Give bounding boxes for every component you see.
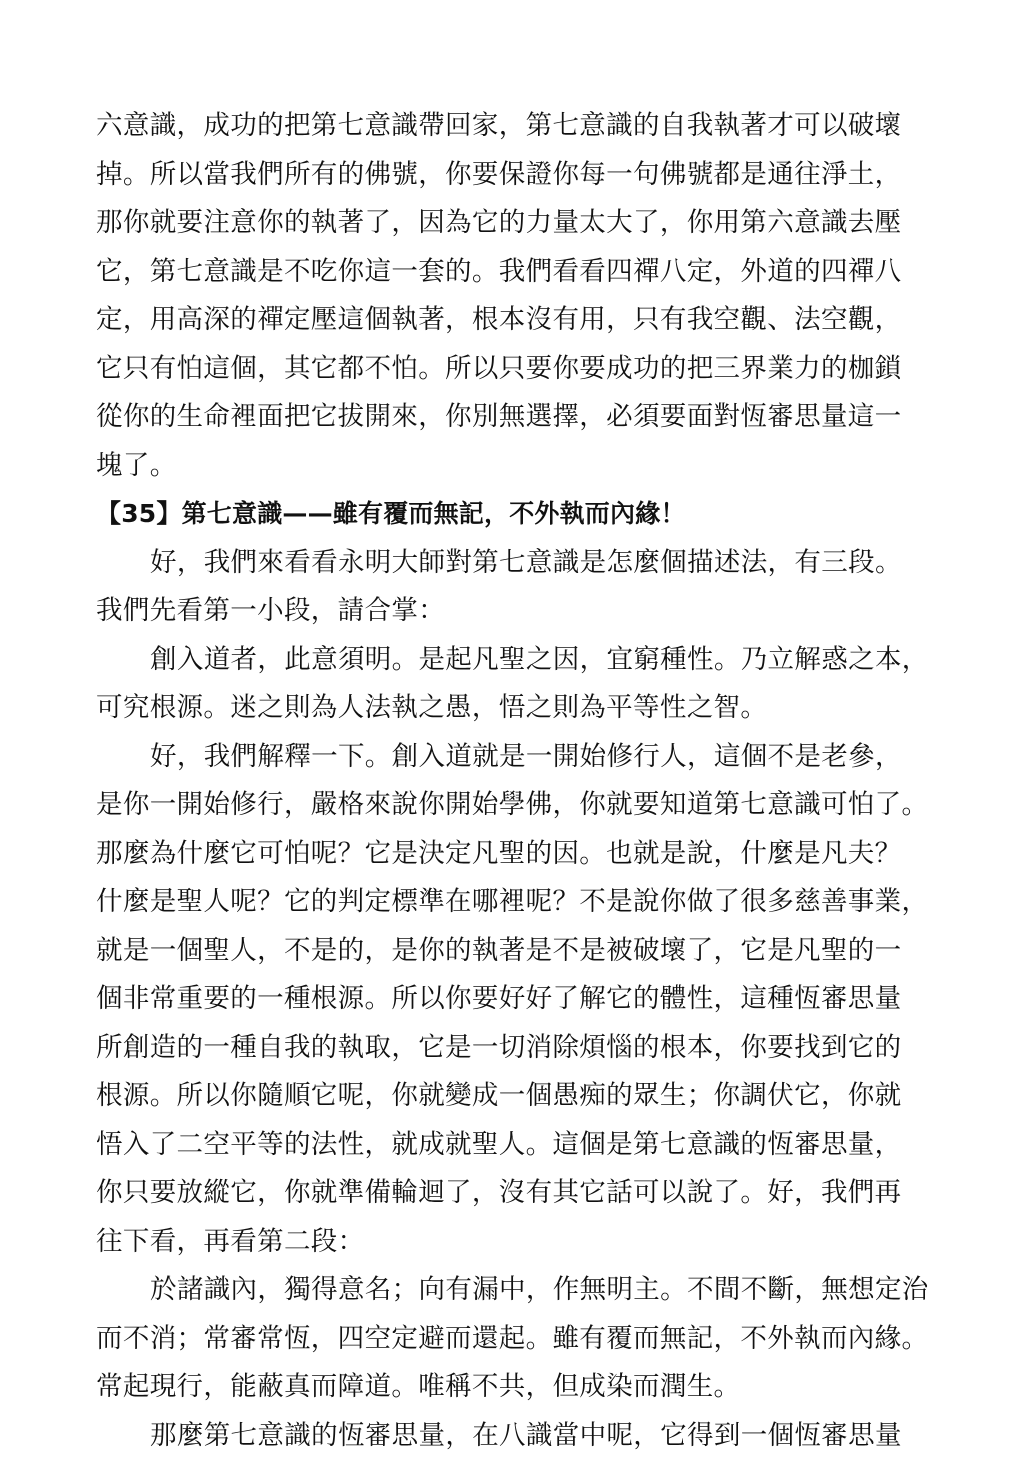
- text-line: 是你一開始修行，嚴格來說你開始學佛，你就要知道第七意識可怕了。: [96, 781, 932, 830]
- paragraph-closing: [96, 1412, 932, 1460]
- scripture-quote-1: [96, 636, 932, 733]
- section-heading: 【35】第七意識——雖有覆而無記，不外執而內緣！: [96, 490, 932, 539]
- text-line: 掉。所以當我們所有的佛號，你要保證你每一句佛號都是通往淨土，: [96, 151, 932, 200]
- text-line: 從你的生命裡面把它拔開來，你別無選擇，必須要面對恆審思量這一: [96, 393, 932, 442]
- text-line: 塊了。: [96, 442, 932, 491]
- text-line: 你只要放縱它，你就準備輪迴了，沒有其它話可以說了。好，我們再: [96, 1169, 932, 1218]
- text-line: 而不消；常審常恆，四空定避而還起。雖有覆而無記，不外執而內緣。: [96, 1315, 932, 1364]
- text-line: 創入道者，此意須明。是起凡聖之因，宜窮種性。乃立解惑之本，: [96, 636, 932, 685]
- paragraph-explanation: [96, 733, 932, 1267]
- text-line: 個非常重要的一種根源。所以你要好好了解它的體性，這種恆審思量: [96, 975, 932, 1024]
- text-line: 好，我們解釋一下。創入道就是一開始修行人，這個不是老參，: [96, 733, 932, 782]
- text-line: 根源。所以你隨順它呢，你就變成一個愚痴的眾生；你調伏它，你就: [96, 1072, 932, 1121]
- text-line: 於諸識內，獨得意名；向有漏中，作無明主。不間不斷，無想定治: [96, 1266, 932, 1315]
- text-line: 它只有怕這個，其它都不怕。所以只要你要成功的把三界業力的枷鎖: [96, 345, 932, 394]
- scripture-quote-2: [96, 1266, 932, 1412]
- text-line: 可究根源。迷之則為人法執之愚，悟之則為平等性之智。: [96, 684, 932, 733]
- paragraph-intro: [96, 539, 932, 636]
- text-line: 那你就要注意你的執著了，因為它的力量太大了，你用第六意識去壓: [96, 199, 932, 248]
- text-line: 定，用高深的禪定壓這個執著，根本沒有用，只有我空觀、法空觀，: [96, 296, 932, 345]
- text-line: 常起現行，能蔽真而障道。唯稱不共，但成染而潤生。: [96, 1363, 932, 1412]
- text-line: 好，我們來看看永明大師對第七意識是怎麼個描述法，有三段。: [96, 539, 932, 588]
- paragraph-continuation: [96, 102, 932, 490]
- text-line: 就是一個聖人，不是的，是你的執著是不是被破壞了，它是凡聖的一: [96, 927, 932, 976]
- document-page: [96, 102, 932, 1460]
- text-line: 往下看，再看第二段：: [96, 1218, 932, 1267]
- text-line: 悟入了二空平等的法性，就成就聖人。這個是第七意識的恆審思量，: [96, 1121, 932, 1170]
- text-line: 所創造的一種自我的執取，它是一切消除煩惱的根本，你要找到它的: [96, 1024, 932, 1073]
- text-line: 我們先看第一小段，請合掌：: [96, 587, 932, 636]
- text-line: 那麼為什麼它可怕呢？它是決定凡聖的因。也就是說，什麼是凡夫？: [96, 830, 932, 879]
- text-line: 什麼是聖人呢？它的判定標準在哪裡呢？不是說你做了很多慈善事業，: [96, 878, 932, 927]
- text-line: 那麼第七意識的恆審思量，在八識當中呢，它得到一個恆審思量: [96, 1412, 932, 1460]
- text-line: 六意識，成功的把第七意識帶回家，第七意識的自我執著才可以破壞: [96, 102, 932, 151]
- text-line: 它，第七意識是不吃你這一套的。我們看看四禪八定，外道的四禪八: [96, 248, 932, 297]
